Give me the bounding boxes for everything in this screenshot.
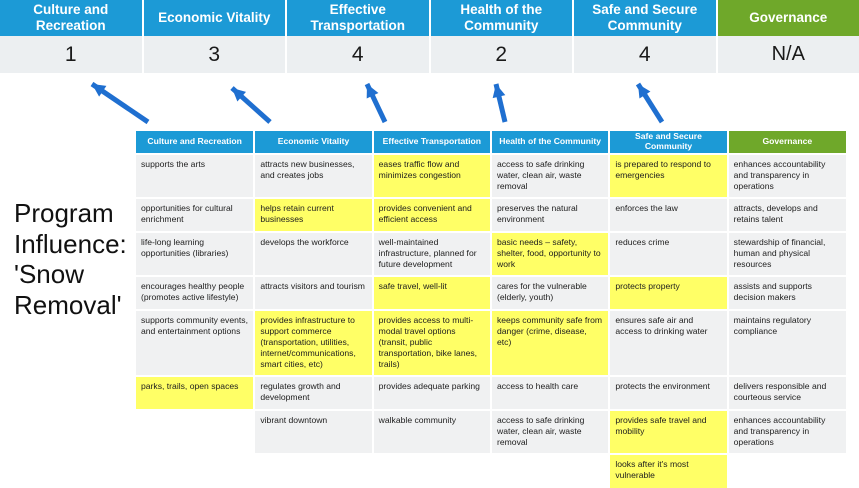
caption-line-4: Removal' [14,290,134,321]
matrix-cell: encourages healthy people (promotes active lifestyle) [136,276,254,310]
matrix-cell: provides safe travel and mobility [609,410,727,454]
matrix-row [136,376,846,410]
matrix-cell: cares for the vulnerable (elderly, youth) [491,276,609,310]
goal-header-cell: Effective Transportation [287,0,431,36]
matrix-cell-empty [728,454,846,488]
matrix-cell: enhances accountability and transparency in operations [728,410,846,454]
matrix-cell: is prepared to respond to emergencies [609,154,727,198]
matrix-row [136,198,846,232]
matrix-cell: provides infrastructure to support commerce (transportation, utilities, internet/communications, smart cities, etc) [254,310,372,376]
matrix-cell-empty [254,454,372,488]
matrix-row [136,310,846,376]
matrix-cell: protects the environment [609,376,727,410]
matrix-row [136,232,846,276]
matrix-cell: maintains regulatory compliance [728,310,846,376]
caption-line-2: Influence: [14,229,134,260]
matrix-cell-empty [373,454,491,488]
matrix-cell: attracts, develops and retains talent [728,198,846,232]
matrix-cell-empty [136,410,254,454]
matrix-cell: ensures safe air and access to drinking water [609,310,727,376]
matrix-cell: basic needs – safety, shelter, food, opportunity to work [491,232,609,276]
matrix-cell: opportunities for cultural enrichment [136,198,254,232]
matrix-row [136,410,846,454]
matrix-cell: eases traffic flow and minimizes congestion [373,154,491,198]
matrix-cell: attracts visitors and tourism [254,276,372,310]
influence-arrow [232,88,270,122]
goal-header-cell: Culture and Recreation [0,0,144,36]
matrix-header-row [136,131,846,154]
matrix-cell: walkable community [373,410,491,454]
matrix-cell: preserves the natural environment [491,198,609,232]
influence-matrix [136,131,846,488]
matrix-cell: stewardship of financial, human and physical resources [728,232,846,276]
matrix-cell: well-maintained infrastructure, planned for future development [373,232,491,276]
matrix-header-cell: Safe and Secure Community [609,131,727,154]
goal-header-band [0,0,859,36]
matrix-cell: access to safe drinking water, clean air, waste removal [491,154,609,198]
matrix-cell: access to safe drinking water, clean air, waste removal [491,410,609,454]
matrix-row [136,154,846,198]
score-cell: N/A [718,36,859,73]
matrix-cell: provides adequate parking [373,376,491,410]
matrix-cell: reduces crime [609,232,727,276]
matrix-cell: regulates growth and development [254,376,372,410]
goal-header-cell: Safe and Secure Community [574,0,718,36]
program-influence-caption [14,198,134,321]
influence-arrows [0,76,859,130]
matrix-cell: helps retain current businesses [254,198,372,232]
matrix-cell: assists and supports decision makers [728,276,846,310]
matrix-cell: provides access to multi-modal travel options (transit, public transportation, bike lanes, trails) [373,310,491,376]
score-cell: 4 [287,36,431,73]
influence-arrow [367,84,385,122]
matrix-cell: looks after it's most vulnerable [609,454,727,488]
matrix-cell-empty [136,454,254,488]
goal-header-cell: Governance [718,0,859,36]
matrix-cell: attracts new businesses, and creates jobs [254,154,372,198]
matrix-row [136,454,846,488]
matrix-header-cell: Economic Vitality [254,131,372,154]
matrix-cell: vibrant downtown [254,410,372,454]
matrix-cell: supports the arts [136,154,254,198]
matrix-cell: life-long learning opportunities (libraries) [136,232,254,276]
matrix-cell: supports community events, and entertainment options [136,310,254,376]
influence-arrow [92,84,148,122]
matrix-header-cell: Health of the Community [491,131,609,154]
matrix-header-cell: Governance [728,131,846,154]
matrix-cell: provides convenient and efficient access [373,198,491,232]
goal-header-cell: Economic Vitality [144,0,288,36]
score-cell: 4 [574,36,718,73]
score-cell: 2 [431,36,575,73]
matrix-cell: safe travel, well-lit [373,276,491,310]
matrix-cell: access to health care [491,376,609,410]
goal-header-cell: Health of the Community [431,0,575,36]
matrix-cell-empty [491,454,609,488]
matrix-cell: delivers responsible and courteous service [728,376,846,410]
caption-line-3: 'Snow [14,259,134,290]
matrix-cell: keeps community safe from danger (crime, disease, etc) [491,310,609,376]
caption-line-1: Program [14,198,134,229]
matrix-row [136,276,846,310]
influence-arrow [638,84,662,122]
matrix-cell: enforces the law [609,198,727,232]
matrix-cell: protects property [609,276,727,310]
matrix-cell: enhances accountability and transparency in operations [728,154,846,198]
score-cell: 1 [0,36,144,73]
score-cell: 3 [144,36,288,73]
matrix-header-cell: Culture and Recreation [136,131,254,154]
score-band [0,36,859,76]
influence-arrow [493,84,506,122]
matrix-cell: parks, trails, open spaces [136,376,254,410]
matrix-cell: develops the workforce [254,232,372,276]
matrix-header-cell: Effective Transportation [373,131,491,154]
